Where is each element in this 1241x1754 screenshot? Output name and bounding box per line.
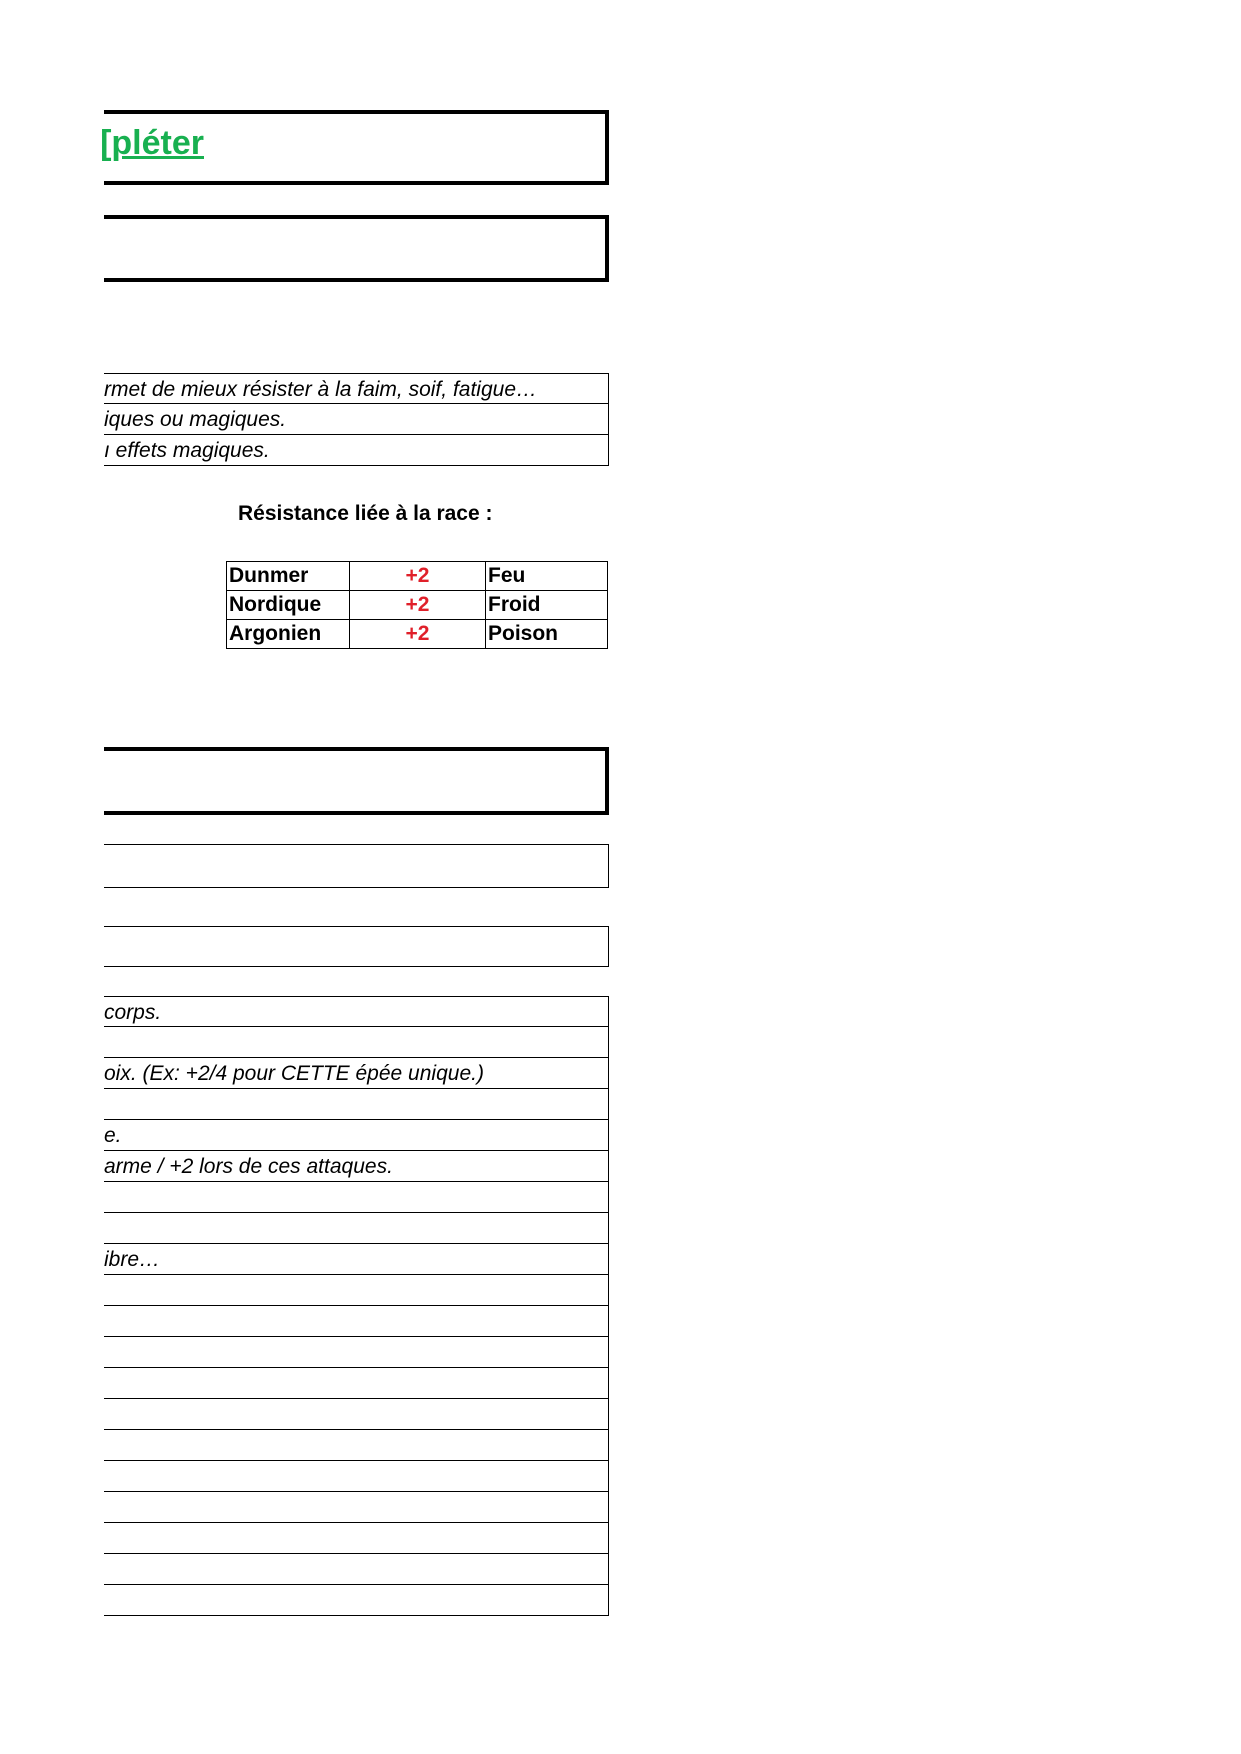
skill-row xyxy=(104,1275,609,1306)
skill-row xyxy=(104,1492,609,1523)
skill-row xyxy=(104,1461,609,1492)
race-element: Feu xyxy=(486,562,608,591)
skill-text: ibre… xyxy=(104,1248,161,1271)
resistance-row xyxy=(104,404,609,435)
skill-text: arme / +2 lors de ces attaques. xyxy=(104,1155,393,1178)
input-box-1 xyxy=(104,844,609,888)
resistance-text: iques ou magiques. xyxy=(104,408,287,431)
skill-row xyxy=(104,1368,609,1399)
resistance-row xyxy=(104,435,609,466)
skill-row xyxy=(104,1523,609,1554)
skill-row xyxy=(104,1554,609,1585)
skill-row xyxy=(104,996,609,1027)
section-box-2 xyxy=(104,747,609,815)
race-element: Poison xyxy=(486,620,608,649)
skill-row xyxy=(104,1337,609,1368)
resistance-text: ı effets magiques. xyxy=(104,439,270,462)
skill-row xyxy=(104,1120,609,1151)
race-name: Dunmer xyxy=(227,562,350,591)
race-bonus: +2 xyxy=(350,562,486,591)
skill-row xyxy=(104,1058,609,1089)
race-element: Froid xyxy=(486,591,608,620)
race-resistance-table xyxy=(226,561,608,649)
skill-row xyxy=(104,1151,609,1182)
skill-row xyxy=(104,1027,609,1058)
skill-text: oix. (Ex: +2/4 pour CETTE épée unique.) xyxy=(104,1062,484,1085)
skill-row xyxy=(104,1399,609,1430)
race-bonus: +2 xyxy=(350,591,486,620)
title-link[interactable]: pléter] xyxy=(100,124,204,162)
race-bonus: +2 xyxy=(350,620,486,649)
table-row xyxy=(227,620,608,649)
resistance-text: rmet de mieux résister à la faim, soif, fatigue… xyxy=(104,378,537,401)
table-row xyxy=(227,591,608,620)
skill-text: corps. xyxy=(104,1001,162,1024)
input-box-2 xyxy=(104,926,609,967)
skill-row xyxy=(104,1213,609,1244)
skill-text: e. xyxy=(104,1124,122,1147)
section-box-1 xyxy=(104,215,609,282)
skill-row xyxy=(104,1244,609,1275)
skill-row xyxy=(104,1306,609,1337)
race-name: Nordique xyxy=(227,591,350,620)
race-name: Argonien xyxy=(227,620,350,649)
table-row xyxy=(227,562,608,591)
skill-row xyxy=(104,1089,609,1120)
skill-row xyxy=(104,1585,609,1616)
race-resistance-title: Résistance liée à la race : xyxy=(238,502,493,525)
skill-row xyxy=(104,1430,609,1461)
resistance-row xyxy=(104,373,609,404)
skill-row xyxy=(104,1182,609,1213)
